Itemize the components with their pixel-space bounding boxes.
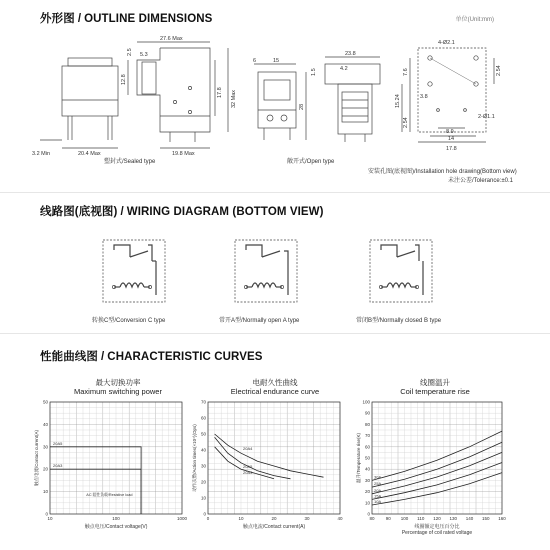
chart3-series-label: 25A	[374, 481, 382, 487]
chart3-ytick: 0	[367, 511, 370, 517]
caption-sealed: 塑封式/Sealed type	[104, 159, 156, 165]
dim-3-2: 3.2 Min	[32, 151, 51, 157]
dim-17-8: 17.8	[217, 87, 223, 98]
chart1-ytick: 20	[42, 466, 48, 472]
dim-8-9: 8.9	[446, 129, 454, 135]
dim-14: 14	[448, 136, 455, 142]
chart3-subtitle: Coil temperature rise	[400, 387, 470, 396]
chart1-series-label: 20A3	[53, 463, 63, 469]
chart1-xlabel: 触点电压/Contact voltage(V)	[84, 524, 148, 530]
chart3-ytick: 100	[362, 399, 370, 405]
chart1-annotation: AC 阻性负载/Resistive load	[86, 493, 133, 498]
charts-canvas	[0, 336, 550, 550]
dim-1-5: 1.5	[311, 68, 317, 76]
dim-19-8: 19.8 Max	[172, 151, 195, 157]
wiring-diagrams	[0, 195, 550, 335]
outline-title-cn: 外形图	[40, 13, 75, 25]
chart3-ytick: 90	[364, 410, 370, 416]
chart2-title: 电耐久性曲线	[252, 378, 298, 387]
outline-section	[0, 0, 550, 195]
chart3-xtick: 100	[400, 516, 409, 521]
chart3-ytick: 70	[364, 433, 370, 439]
caption-a-type: 常开A型/Normally open A type	[219, 318, 300, 324]
curves-title: 性能曲线图 / CHARACTERISTIC CURVES	[40, 351, 263, 363]
chart2-subtitle: Electrical endurance curve	[230, 387, 320, 396]
chart2-ytick: 70	[200, 399, 206, 405]
divider-1	[0, 192, 550, 193]
chart3-xtick: 80	[369, 516, 375, 521]
caption-b-type: 常闭B型/Normally closed B type	[356, 318, 442, 324]
chart2-ytick: 40	[200, 447, 206, 453]
chart2-xtick: 20	[271, 516, 277, 521]
caption-tolerance: 未注公差/Tolerance:±0.1	[448, 178, 513, 184]
chart2-ylabel: 动作次数/Action times(×10⁴)(Ops)	[192, 424, 197, 492]
dim-2-holes: 2-Ø1.1	[478, 114, 495, 120]
dim-7-6: 7.6	[403, 68, 409, 76]
chart1-ytick: 30	[42, 444, 48, 450]
sealed-type-drawing	[40, 42, 228, 148]
chart3-ytick: 60	[364, 444, 370, 450]
chart3-ytick: 20	[364, 489, 370, 495]
chart3-ytick: 80	[364, 421, 370, 427]
chart1-ytick: 10	[42, 489, 48, 495]
chart3-xtick: 150	[481, 516, 490, 521]
caption-c-type: 转换C型/Conversion C type	[92, 318, 166, 324]
dim-28: 28	[299, 103, 305, 110]
dim-15-24: 15.24	[395, 94, 401, 108]
dim-32-max: 32 Max	[231, 89, 237, 108]
chart3-xtick: 90	[385, 516, 391, 521]
dim-5-3: 5.3	[140, 52, 148, 58]
caption-open: 敞开式/Open type	[287, 159, 335, 165]
wiring-a-type	[235, 240, 297, 302]
dim-6: 6	[253, 58, 257, 64]
chart1-title: 最大切换功率	[95, 378, 141, 387]
chart2-ytick: 20	[200, 479, 206, 485]
wiring-title-cn: 线路图(底视图)	[40, 206, 118, 218]
chart3-xtick: 160	[498, 516, 506, 521]
wiring-section	[0, 195, 550, 335]
chart3-xtick: 110	[417, 516, 425, 521]
chart1-xtick: 100	[112, 516, 120, 521]
dim-23-8: 23.8	[345, 51, 356, 57]
dim-17-8-b: 17.8	[446, 146, 457, 152]
chart2-ytick: 0	[203, 511, 206, 517]
chart1-ytick: 50	[42, 399, 48, 405]
chart2-ytick: 10	[200, 495, 206, 501]
chart2-ytick: 50	[200, 431, 206, 437]
curves-section	[0, 336, 550, 550]
chart3-xtick: 120	[433, 516, 441, 521]
chart3-ytick: 10	[364, 500, 370, 506]
chart3-xtick: 140	[465, 516, 474, 521]
chart3-ytick: 30	[364, 477, 370, 483]
dim-27-6: 27.6 Max	[160, 36, 183, 42]
chart1-xtick: 10	[47, 516, 53, 521]
outline-title-en: OUTLINE DIMENSIONS	[84, 13, 213, 25]
curves-title-cn: 性能曲线图	[40, 351, 98, 363]
chart3-series-label: 20A	[374, 487, 382, 493]
chart2-xtick: 10	[238, 516, 244, 521]
wiring-title-en: WIRING DIAGRAM (BOTTOM VIEW)	[126, 206, 324, 218]
outline-title: 外形图 / OUTLINE DIMENSIONS	[40, 13, 213, 25]
chart1-series-label: 20A5	[53, 440, 63, 446]
open-type-drawing	[254, 57, 380, 142]
chart2-series-label: 20A4	[243, 446, 253, 452]
chart2-xtick: 30	[304, 516, 310, 521]
chart3-xtick: 130	[449, 516, 458, 521]
divider-2	[0, 333, 550, 334]
dim-3-8: 3.8	[420, 94, 428, 100]
dim-2-5: 2.5	[127, 48, 133, 56]
chart3-series-label: 15A	[374, 493, 382, 499]
dim-4-2: 4.2	[340, 66, 348, 72]
chart1-subtitle: Maximum switching power	[74, 387, 162, 396]
chart3-series-label: 30A	[374, 474, 382, 480]
unit-label: 单位(Unit:mm)	[455, 17, 494, 23]
chart3-title: 线圈温升	[420, 378, 450, 387]
caption-install: 安装孔图(底视图)/Installation hole drawing(Bottom view)	[368, 169, 517, 175]
dim-20-4: 20.4 Max	[78, 151, 101, 157]
chart2-xlabel: 触点电流/Contact current(A)	[242, 524, 306, 530]
dim-2-54-b: 2.54	[403, 117, 409, 128]
chart3-xlabel2: Percentage of coil rated voltage	[401, 530, 473, 536]
dim-2-54-a: 2.54	[496, 65, 502, 76]
wiring-b-type	[370, 240, 432, 302]
chart1-ytick: 40	[42, 421, 48, 427]
chart2-ytick: 60	[200, 415, 206, 421]
install-hole-drawing	[402, 48, 494, 142]
chart3-ytick: 50	[364, 455, 370, 461]
chart3-ylabel: 温升/Temperature rise(K)	[356, 432, 361, 484]
chart2-series-label: 20A3	[243, 470, 253, 476]
chart1-ylabel: 触点电流/Contact current(A)	[34, 429, 39, 487]
chart2-series-label: 20A5	[243, 463, 253, 469]
chart2-xtick: 0	[206, 516, 210, 521]
dim-12-8: 12.8	[121, 74, 127, 85]
chart1-xtick: 1000	[176, 516, 188, 521]
dim-15: 15	[273, 58, 280, 64]
chart3-ytick: 40	[364, 466, 370, 472]
chart2-ytick: 30	[200, 463, 206, 469]
chart3-xlabel: 线圈额定电压百分比	[414, 524, 460, 530]
curves-title-en: CHARACTERISTIC CURVES	[107, 351, 263, 363]
chart2-xtick: 40	[337, 516, 343, 521]
chart1-ytick: 0	[45, 511, 48, 517]
wiring-title: 线路图(底视图) / WIRING DIAGRAM (BOTTOM VIEW)	[40, 206, 324, 218]
wiring-c-type	[103, 240, 165, 302]
chart3-series-label: 10A	[374, 499, 382, 505]
dim-4-holes: 4-Ø2.1	[438, 40, 455, 46]
